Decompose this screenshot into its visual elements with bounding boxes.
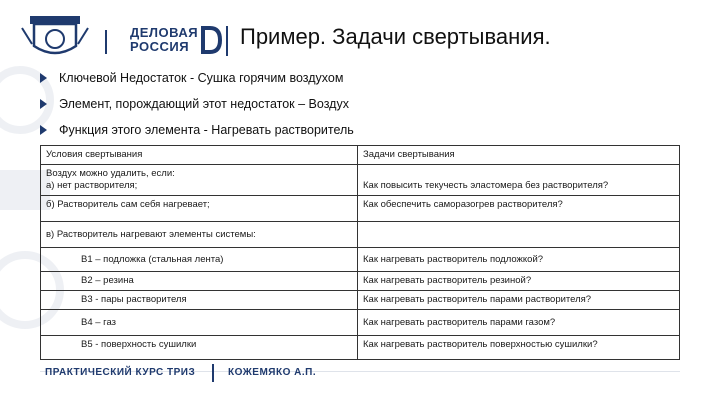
bullet-arrow-icon <box>40 73 47 83</box>
table-row <box>41 165 680 196</box>
table-cell: В3 - пары растворителя <box>41 291 358 310</box>
bullet-text: Ключевой Недостаток - Сушка горячим воздухом <box>59 71 344 85</box>
brand-logo-d-icon <box>200 26 222 54</box>
table-cell: Как нагревать растворитель парами газом? <box>358 310 680 336</box>
table-row <box>41 248 680 272</box>
table-intro: Воздух можно удалить, если: <box>46 168 175 179</box>
bullet-item <box>40 71 343 85</box>
table-cell: Как нагревать растворитель резиной? <box>358 272 680 291</box>
table-header-row <box>41 146 680 165</box>
slide-header <box>0 0 720 70</box>
table-cell: б) Растворитель сам себя нагревает; <box>41 196 358 222</box>
table-cell: Как нагревать растворитель подложкой? <box>358 248 680 272</box>
table-cell <box>358 165 680 196</box>
table-cell: Как обеспечить саморазогрев растворителя? <box>358 196 680 222</box>
collapse-tasks-table <box>40 145 680 360</box>
table-cell: Как нагревать растворитель парами растворителя? <box>358 291 680 310</box>
table-cell: В2 – резина <box>41 272 358 291</box>
column-header: Задачи свертывания <box>358 146 680 165</box>
logo-line2: РОССИЯ <box>130 39 190 54</box>
header-divider <box>226 26 228 56</box>
footer-divider <box>212 364 214 382</box>
table-cell: В5 - поверхность сушилки <box>41 336 358 360</box>
table-cell: Как нагревать растворитель поверхностью сушилки? <box>358 336 680 360</box>
table-cell: В1 – подложка (стальная лента) <box>41 248 358 272</box>
bullet-item <box>40 97 349 111</box>
logo-line1: ДЕЛОВАЯ <box>130 25 199 40</box>
slide-title: Пример. Задачи свертывания. <box>240 24 551 49</box>
table-row <box>41 291 680 310</box>
bullet-text: Элемент, порождающий этот недостаток – Воздух <box>59 97 349 111</box>
table-row <box>41 222 680 248</box>
table-cell-text: Как повысить текучесть эластомера без растворителя? <box>363 180 609 191</box>
column-header: Условия свертывания <box>41 146 358 165</box>
footer-author: КОЖЕМЯКО А.П. <box>228 367 317 378</box>
table-cell-text: а) нет растворителя; <box>46 180 138 191</box>
table-row <box>41 310 680 336</box>
table-cell <box>41 165 358 196</box>
table-row <box>41 336 680 360</box>
bullet-arrow-icon <box>40 99 47 109</box>
header-divider <box>105 30 107 54</box>
footer-course: ПРАКТИЧЕСКИЙ КУРС ТРИЗ <box>45 367 196 378</box>
table-row <box>41 272 680 291</box>
table-cell: В4 – газ <box>41 310 358 336</box>
bullet-item <box>40 123 354 137</box>
table-cell <box>358 222 680 248</box>
bullet-text: Функция этого элемента - Нагревать растворитель <box>59 123 354 137</box>
table-row <box>41 196 680 222</box>
bullet-arrow-icon <box>40 125 47 135</box>
table-cell: в) Растворитель нагревают элементы системы: <box>41 222 358 248</box>
club-badge-logo <box>20 14 90 60</box>
brand-logo-text <box>130 26 198 54</box>
